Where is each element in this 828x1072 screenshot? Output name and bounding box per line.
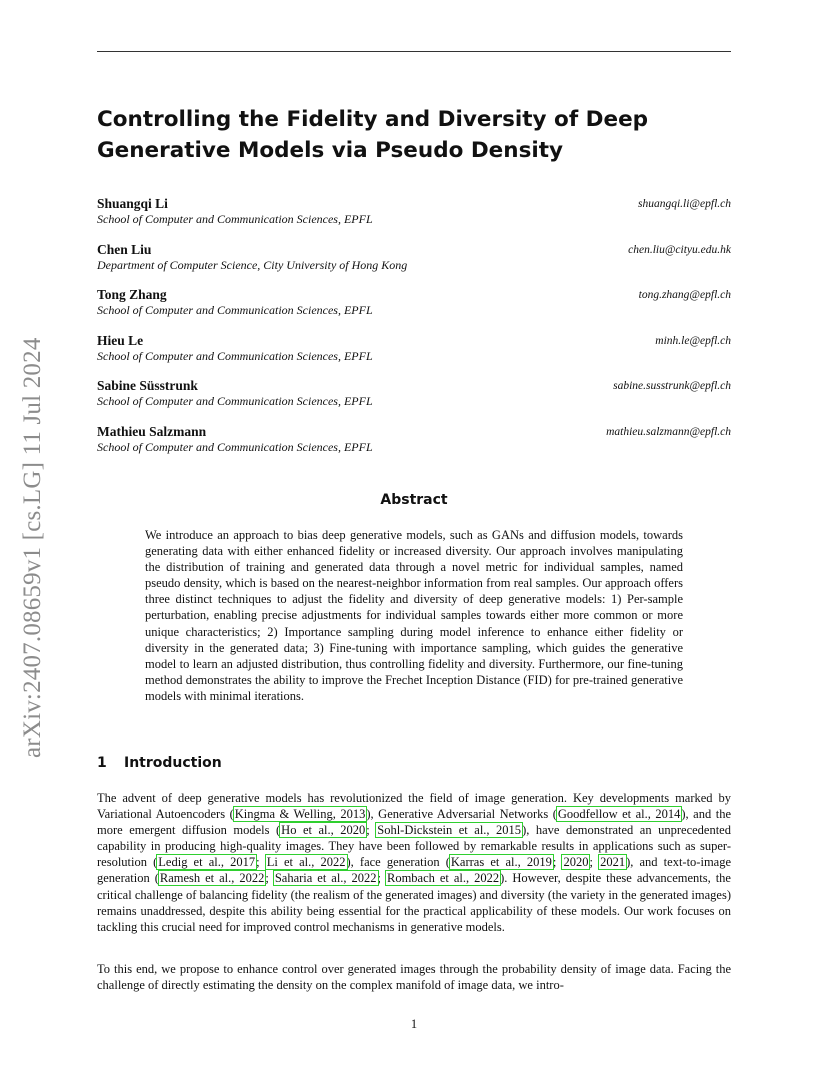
citation-link[interactable]: Kingma & Welling, 2013 — [234, 807, 366, 822]
paragraph-text: ), and text-to-image generation ( — [97, 855, 732, 886]
section-title: Introduction — [124, 755, 222, 771]
author-email[interactable]: tong.zhang@epfl.ch — [638, 289, 731, 301]
arxiv-identifier-stamp: arXiv:2407.08659v1 [cs.LG] 11 Jul 2024 — [19, 337, 46, 758]
author-email[interactable]: mathieu.salzmann@epfl.ch — [606, 425, 731, 438]
citation-link[interactable]: Goodfellow et al., 2014 — [557, 807, 681, 822]
paragraph-text: ), face generation ( — [346, 855, 450, 870]
paragraph-text: ; — [377, 871, 386, 886]
section-heading — [97, 754, 222, 772]
citation-link[interactable]: Saharia et al., 2022 — [274, 871, 377, 886]
citation-link[interactable]: 2020 — [563, 855, 589, 870]
author-name: Tong Zhang — [97, 287, 167, 302]
author-block — [97, 196, 731, 242]
author-name: Shuangqi Li — [97, 196, 168, 211]
top-rule — [97, 51, 731, 52]
citation-link[interactable]: Rombach et al., 2022 — [386, 871, 500, 886]
paragraph-text: ). However, despite these advancements, the critical challenge of balancing fidelity (the realism of the generated images) and diversity (the variety in the generated images) remains unaddressed, despite this ability being essential for the practical applicability of these models. Our work focuses on tackling this crucial need for improved control mechanisms in generative models. — [97, 871, 731, 934]
author-email[interactable]: sabine.susstrunk@epfl.ch — [613, 380, 731, 392]
citation-link[interactable]: 2021 — [600, 855, 626, 870]
author-block — [97, 424, 731, 470]
author-affiliation: School of Computer and Communication Sciences, EPFL — [97, 212, 373, 226]
author-name: Mathieu Salzmann — [97, 423, 207, 439]
citation-link[interactable]: Li et al., 2022 — [266, 855, 346, 870]
author-block — [97, 287, 731, 333]
citation-link[interactable]: Ledig et al., 2017 — [158, 855, 256, 870]
author-name: Chen Liu — [97, 241, 152, 257]
citation-link[interactable]: Ho et al., 2020 — [281, 823, 366, 838]
abstract-heading: Abstract — [380, 492, 448, 508]
author-affiliation: School of Computer and Communication Sciences, EPFL — [97, 394, 373, 408]
paper-title: Controlling the Fidelity and Diversity of Deep Generative Models via Pseudo Density — [97, 107, 649, 163]
paragraph-text: ), and the more emergent diffusion models ( — [97, 807, 731, 838]
page-number: 1 — [410, 1017, 418, 1031]
citation-link[interactable]: Karras et al., 2019 — [450, 855, 552, 870]
author-affiliation: School of Computer and Communication Sciences, EPFL — [97, 439, 373, 454]
author-list — [97, 196, 731, 469]
author-email[interactable]: shuangqi.li@epfl.ch — [638, 198, 731, 210]
author-name: Sabine Süsstrunk — [97, 378, 198, 393]
abstract-text: We introduce an approach to bias deep generative models, such as GANs and diffusion models, towards generating data with either enhanced fidelity or increased diversity. Our approach involves manipulating the distribution of training and generated data through a novel metric for individual samples, named pseudo density, which is based on the nearest-neighbor information from real samples. Our approach offers three distinct techniques to adjust the fidelity and diversity of deep generative models: 1) Per-sample perturbation, enabling precise adjustments for individual samples towards either more common or more unique characteristics; 2) Importance sampling during model inference to enhance either fidelity or diversity in the generated data; 3) Fine-tuning with importance sampling, which guides the generative model to learn an adjusted distribution, thus controlling fidelity and diversity. Furthermore, our fine-tuning method demonstrates the ability to improve the Frechet Inception Distance (FID) for pre-trained generative models with minimal iterations. — [145, 528, 683, 703]
author-block — [97, 378, 731, 424]
author-name: Hieu Le — [97, 332, 144, 348]
intro-paragraph-2: To this end, we propose to enhance control over generated images through the probability density of image data. Facing the challenge of directly estimating the density on the complex manifold of image data, we intro- — [97, 962, 731, 993]
paragraph-text: The advent of deep generative models has revolutionized the field of image generation. Key developments marked by Variational Autoencoders ( — [97, 791, 731, 822]
author-affiliation: Department of Computer Science, City University of Hong Kong — [97, 257, 408, 272]
paragraph-text: ; — [552, 855, 563, 870]
intro-paragraph-1 — [97, 790, 731, 935]
author-block — [97, 333, 731, 379]
citation-link[interactable]: Sohl-Dickstein et al., 2015 — [377, 823, 522, 838]
author-email[interactable]: minh.le@epfl.ch — [655, 334, 731, 347]
author-affiliation: School of Computer and Communication Sciences, EPFL — [97, 303, 373, 317]
paragraph-text: ; — [366, 823, 377, 838]
section-number: 1 — [97, 755, 107, 771]
author-email[interactable]: chen.liu@cityu.edu.hk — [628, 243, 731, 256]
paragraph-text: ; — [265, 871, 274, 886]
author-block — [97, 242, 731, 288]
citation-link[interactable]: Ramesh et al., 2022 — [159, 871, 265, 886]
author-affiliation: School of Computer and Communication Sciences, EPFL — [97, 348, 373, 363]
paragraph-text: ; — [256, 855, 266, 870]
paragraph-text: ), have demonstrated an unprecedented capability in producing high-quality images. They have been followed by remarkable results in applications such as super-resolution ( — [97, 823, 731, 870]
paragraph-text: ), Generative Adversarial Networks ( — [366, 807, 557, 822]
paragraph-text: ; — [589, 855, 600, 870]
